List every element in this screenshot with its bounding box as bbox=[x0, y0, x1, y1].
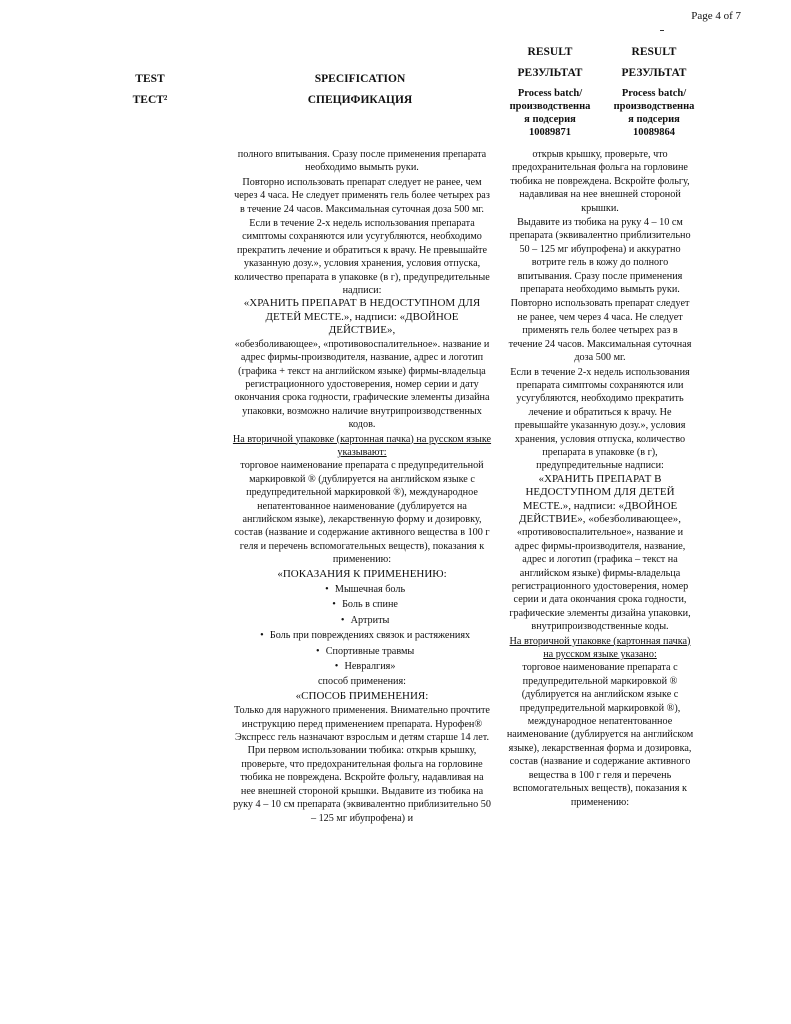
result-paragraph-3: Повторно использовать препарат следует не ранее, чем через 4 часа. Не следует применять гель более четырех раз в течение 24 часов. Максимальная суточная доза 500 мг. bbox=[508, 298, 692, 364]
result-paragraph-5: торговое наименование препарата с предупредительной маркировкой ® (дублируется на английском языке с предупредительной маркировкой ®), международное непатентованное наименование (дублируется на английском языке), лекарственная форма и дозировка, состав (название и содержание активного вещества в 100 г геля и перечень вспомогательных веществ), показания к применению: bbox=[506, 662, 694, 808]
header-result-2 bbox=[598, 45, 710, 139]
header-result-2-en: RESULT bbox=[631, 46, 677, 58]
result-paragraph-1: открыв крышку, проверьте, что предохранительная фольга на горловине тюбика не повреждена. Вскройте фольгу, надавливая на нее внешней стороной крышки. bbox=[510, 149, 690, 214]
header-result-1-batch-l3: я подсерия bbox=[524, 114, 576, 125]
page-number: Page 4 of 7 bbox=[691, 10, 741, 22]
list-item: • Артриты bbox=[340, 614, 390, 626]
header-result-2-batch-no: 10089864 bbox=[633, 127, 675, 138]
list-item: • Мышечная боль bbox=[325, 584, 406, 595]
header-result-1 bbox=[494, 45, 606, 139]
result-secondary-pack-heading: На вторичной упаковке (картонная пачка) на русском языке указано: bbox=[509, 635, 691, 661]
header-spec-en: SPECIFICATION bbox=[314, 73, 406, 85]
result-paragraph-4b: «противовоспалительное», название и адрес фирмы-производителя, название, адрес и логотип (графика – текст на английском языке) фирмы-владельца регистрационного удостоверения, номер серии и дата окончания срока годности, графические элементы дизайна упаковки, внутрипроизводственные коды. bbox=[509, 527, 691, 633]
spec-paragraph-3b: «обезболивающее», «противовоспалительное». название и адрес фирмы-производителя, название, адрес и логотип (графика + текст на английском языке) фирмы-владельца регистрационного удостоверения, номер серии и дату окончания срока годности, графические элементы дизайна упаковки, возможно наличие внутрипроизводственных кодов. bbox=[234, 338, 490, 431]
header-test-en: TEST bbox=[135, 73, 165, 85]
header-result-1-ru: РЕЗУЛЬТАТ bbox=[517, 67, 583, 79]
header-test-ru: ТЕСТ² bbox=[132, 94, 168, 106]
header-result-2-ru: РЕЗУЛЬТАТ bbox=[621, 67, 687, 79]
spec-indications-list bbox=[232, 583, 492, 673]
spec-paragraph-3a: Если в течение 2-х недель использования препарата симптомы сохраняются или усугубляются, необходимо прекратить лечение и обратиться к врачу. Не превышайте указанную дозу.», условия хранения, условия отпуска, количество препарата в упаковке (в г), предупредительные надписи: bbox=[234, 218, 490, 297]
list-item: • Боль в спине bbox=[332, 599, 398, 611]
spec-paragraph-1: полного впитывания. Сразу после применения препарата необходимо вымыть руки. bbox=[237, 149, 487, 174]
header-result-1-batch-no: 10089871 bbox=[529, 127, 571, 138]
result-paragraph-2: Выдавите из тюбика на руку 4 – 10 см препарата (эквивалентно приблизительно 50 – 125 мг ибупрофена) и аккуратно вотрите гель в кожу до полного впитывания. Сразу после применения препарата необходимо вымыть руки. bbox=[509, 217, 691, 296]
header-spec-ru: СПЕЦИФИКАЦИЯ bbox=[307, 94, 413, 106]
header-result-1-en: RESULT bbox=[527, 46, 573, 58]
spec-column bbox=[232, 148, 492, 826]
header-result-2-batch-l3: я подсерия bbox=[628, 114, 680, 125]
spec-method-title: «СПОСОБ ПРИМЕНЕНИЯ: bbox=[295, 689, 429, 702]
header-spec bbox=[290, 72, 430, 108]
spec-paragraph-5: Только для наружного применения. Внимательно прочтите инструкцию перед применением препарата. Нурофен® Экспресс гель назначают взрослым и детям старше 14 лет. При первом использовании тюбика: открыв крышку, проверьте, что предохранительная фольга на горловине тюбика не повреждена. Вскройте фольгу, надавливая на нее внешней стороной крышки. Выдавите из тюбика на руку 4 – 10 см препарата (эквивалентно приблизительно 50 – 125 мг ибупрофена) и bbox=[233, 705, 491, 824]
spec-paragraph-4: торговое наименование препарата с предупредительной маркировкой ® (дублируется на английском языке с предупредительной маркировкой ®), международное непатентованное наименование (дублируется на английском языке), лекарственную форму и дозировку, состав (название и содержание активного вещества в 100 г геля и перечень вспомогательных веществ), показания к применению: bbox=[234, 460, 490, 566]
header-result-1-batch-l2: производственна bbox=[509, 101, 591, 112]
scan-mark bbox=[660, 30, 664, 31]
spec-paragraph-2: Повторно использовать препарат следует не ранее, чем через 4 часа. Не следует применять гель более четырех раз в течение 24 часов. Максимальная суточная доза 500 мг. bbox=[234, 176, 490, 215]
header-result-1-batch-l1: Process batch/ bbox=[517, 88, 583, 99]
result-warning-caps: «ХРАНИТЬ ПРЕПАРАТ В НЕДОСТУПНОМ ДЛЯ ДЕТЕЙ МЕСТЕ.», надписи: «ДВОЙНОЕ ДЕЙСТВИЕ», «обезболивающее», bbox=[519, 472, 681, 525]
list-item: • Боль при повреждениях связок и растяжениях bbox=[260, 630, 471, 642]
header-test bbox=[120, 72, 180, 108]
result-paragraph-4a: Если в течение 2-х недель использования препарата симптомы сохраняются или усугубляются, необходимо прекратить лечение и обратиться к врачу. Не превышайте указанную дозу.», условия хранения, условия отпуска, количество препарата в упаковке (в г), предупредительные надписи: bbox=[510, 366, 690, 472]
result-column bbox=[505, 148, 695, 810]
spec-secondary-pack-heading: На вторичной упаковке (картонная пачка) на русском языке указывают: bbox=[232, 433, 492, 458]
list-item: • Невралгия» bbox=[334, 661, 396, 673]
spec-warning-caps: «ХРАНИТЬ ПРЕПАРАТ В НЕДОСТУПНОМ ДЛЯ ДЕТЕЙ МЕСТЕ.», надписи: «ДВОЙНОЕ ДЕЙСТВИЕ», bbox=[243, 297, 481, 337]
spec-indications-title: «ПОКАЗАНИЯ К ПРИМЕНЕНИЮ: bbox=[277, 567, 447, 580]
list-item: • Спортивные травмы bbox=[315, 645, 415, 657]
spec-method-label: способ применения: bbox=[317, 676, 407, 688]
header-result-2-batch-l1: Process batch/ bbox=[621, 88, 687, 99]
header-result-2-batch-l2: производственна bbox=[613, 101, 695, 112]
